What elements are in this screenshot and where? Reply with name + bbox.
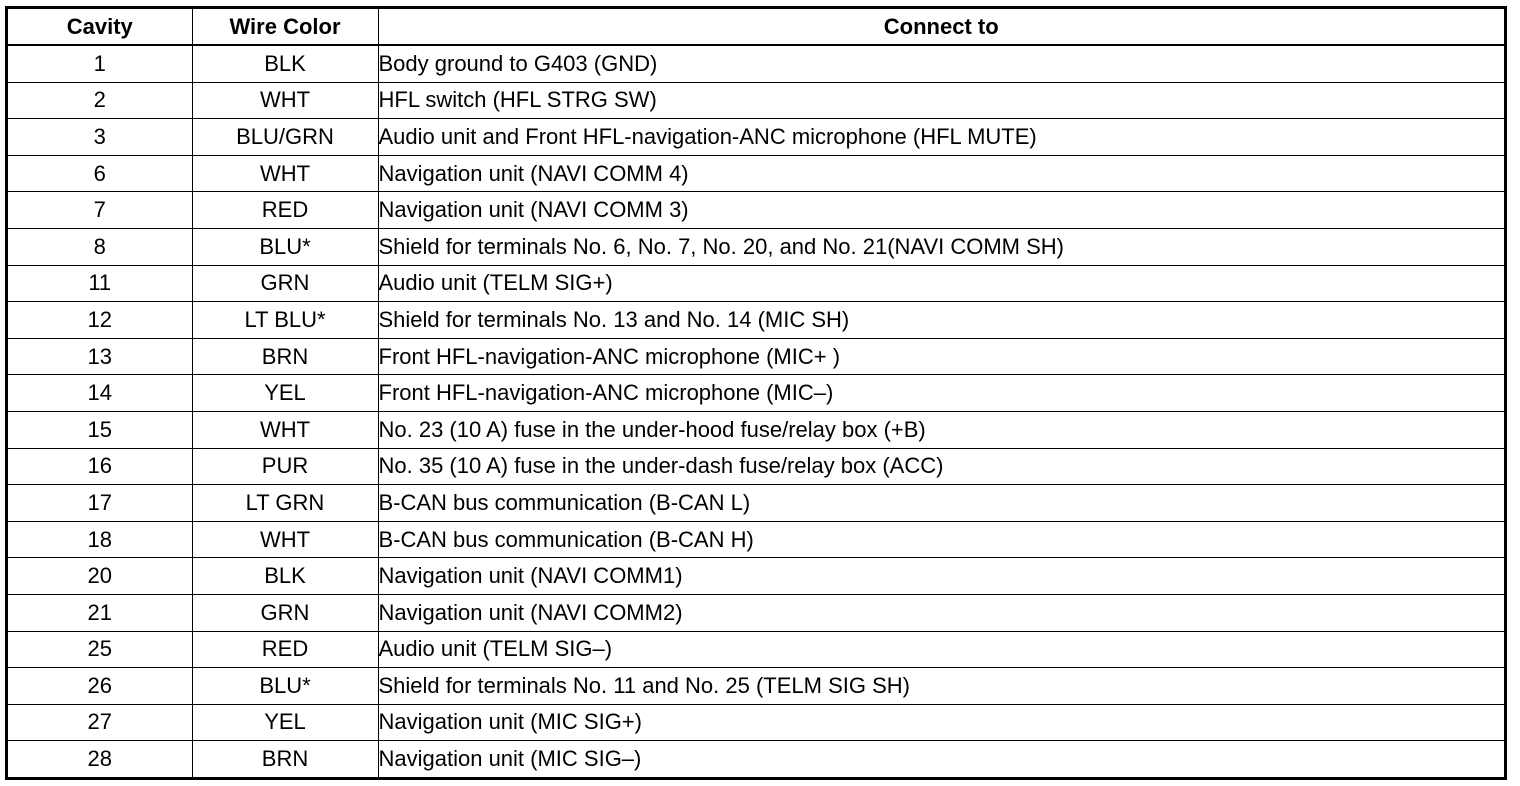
cell-color: RED (192, 631, 378, 668)
cell-connect: Navigation unit (MIC SIG–) (378, 741, 1504, 777)
table-row (8, 521, 1504, 558)
table-row (8, 594, 1504, 631)
table-row (8, 302, 1504, 339)
cell-cavity: 21 (8, 594, 192, 631)
table-row (8, 338, 1504, 375)
cell-connect: No. 23 (10 A) fuse in the under-hood fuse/relay box (+B) (378, 411, 1504, 448)
cell-color: WHT (192, 521, 378, 558)
cell-cavity: 11 (8, 265, 192, 302)
cell-cavity: 13 (8, 338, 192, 375)
cell-connect: Audio unit (TELM SIG–) (378, 631, 1504, 668)
cell-cavity: 27 (8, 704, 192, 741)
cell-connect: Audio unit and Front HFL-navigation-ANC microphone (HFL MUTE) (378, 119, 1504, 156)
table-row (8, 668, 1504, 705)
cell-color: PUR (192, 448, 378, 485)
table-body (8, 45, 1504, 777)
cell-cavity: 12 (8, 302, 192, 339)
cell-cavity: 8 (8, 228, 192, 265)
cell-cavity: 18 (8, 521, 192, 558)
cell-color: GRN (192, 594, 378, 631)
table-row (8, 228, 1504, 265)
table-row (8, 558, 1504, 595)
cell-color: BRN (192, 338, 378, 375)
cell-connect: Navigation unit (NAVI COMM1) (378, 558, 1504, 595)
cell-connect: Navigation unit (MIC SIG+) (378, 704, 1504, 741)
table-row (8, 485, 1504, 522)
cell-color: BRN (192, 741, 378, 777)
table-row (8, 411, 1504, 448)
cell-color: YEL (192, 704, 378, 741)
cell-cavity: 16 (8, 448, 192, 485)
cell-color: RED (192, 192, 378, 229)
cell-connect: Navigation unit (NAVI COMM 3) (378, 192, 1504, 229)
cell-color: WHT (192, 411, 378, 448)
header-cavity: Cavity (8, 9, 192, 45)
cell-connect: Front HFL-navigation-ANC microphone (MIC–) (378, 375, 1504, 412)
cell-cavity: 2 (8, 82, 192, 119)
cell-cavity: 17 (8, 485, 192, 522)
cell-color: BLU/GRN (192, 119, 378, 156)
table-row (8, 155, 1504, 192)
table-row (8, 375, 1504, 412)
table-row (8, 741, 1504, 777)
cell-cavity: 3 (8, 119, 192, 156)
cell-connect: B-CAN bus communication (B-CAN H) (378, 521, 1504, 558)
table-row (8, 265, 1504, 302)
cell-color: BLK (192, 45, 378, 82)
cell-connect: B-CAN bus communication (B-CAN L) (378, 485, 1504, 522)
cell-cavity: 14 (8, 375, 192, 412)
cell-cavity: 6 (8, 155, 192, 192)
cell-connect: Shield for terminals No. 6, No. 7, No. 20, and No. 21(NAVI COMM SH) (378, 228, 1504, 265)
table-row (8, 448, 1504, 485)
table-row (8, 704, 1504, 741)
cell-color: LT BLU* (192, 302, 378, 339)
cell-connect: Navigation unit (NAVI COMM2) (378, 594, 1504, 631)
table-row (8, 631, 1504, 668)
header-connect-to: Connect to (378, 9, 1504, 45)
cell-cavity: 26 (8, 668, 192, 705)
header-row (8, 9, 1504, 45)
connector-pinout-table (8, 9, 1504, 777)
cell-cavity: 7 (8, 192, 192, 229)
table-row (8, 192, 1504, 229)
cell-color: BLU* (192, 228, 378, 265)
cell-connect: Audio unit (TELM SIG+) (378, 265, 1504, 302)
cell-connect: Front HFL-navigation-ANC microphone (MIC+ ) (378, 338, 1504, 375)
cell-cavity: 20 (8, 558, 192, 595)
cell-cavity: 15 (8, 411, 192, 448)
cell-connect: No. 35 (10 A) fuse in the under-dash fuse/relay box (ACC) (378, 448, 1504, 485)
cell-color: YEL (192, 375, 378, 412)
table-row (8, 45, 1504, 82)
cell-color: WHT (192, 82, 378, 119)
cell-cavity: 1 (8, 45, 192, 82)
cell-connect: Shield for terminals No. 13 and No. 14 (MIC SH) (378, 302, 1504, 339)
connector-pinout-table-frame (5, 6, 1507, 780)
table-row (8, 119, 1504, 156)
cell-connect: Navigation unit (NAVI COMM 4) (378, 155, 1504, 192)
cell-cavity: 28 (8, 741, 192, 777)
cell-color: LT GRN (192, 485, 378, 522)
cell-color: BLK (192, 558, 378, 595)
cell-color: WHT (192, 155, 378, 192)
cell-color: GRN (192, 265, 378, 302)
cell-color: BLU* (192, 668, 378, 705)
cell-connect: Shield for terminals No. 11 and No. 25 (TELM SIG SH) (378, 668, 1504, 705)
header-wire-color: Wire Color (192, 9, 378, 45)
cell-connect: HFL switch (HFL STRG SW) (378, 82, 1504, 119)
table-row (8, 82, 1504, 119)
cell-cavity: 25 (8, 631, 192, 668)
cell-connect: Body ground to G403 (GND) (378, 45, 1504, 82)
